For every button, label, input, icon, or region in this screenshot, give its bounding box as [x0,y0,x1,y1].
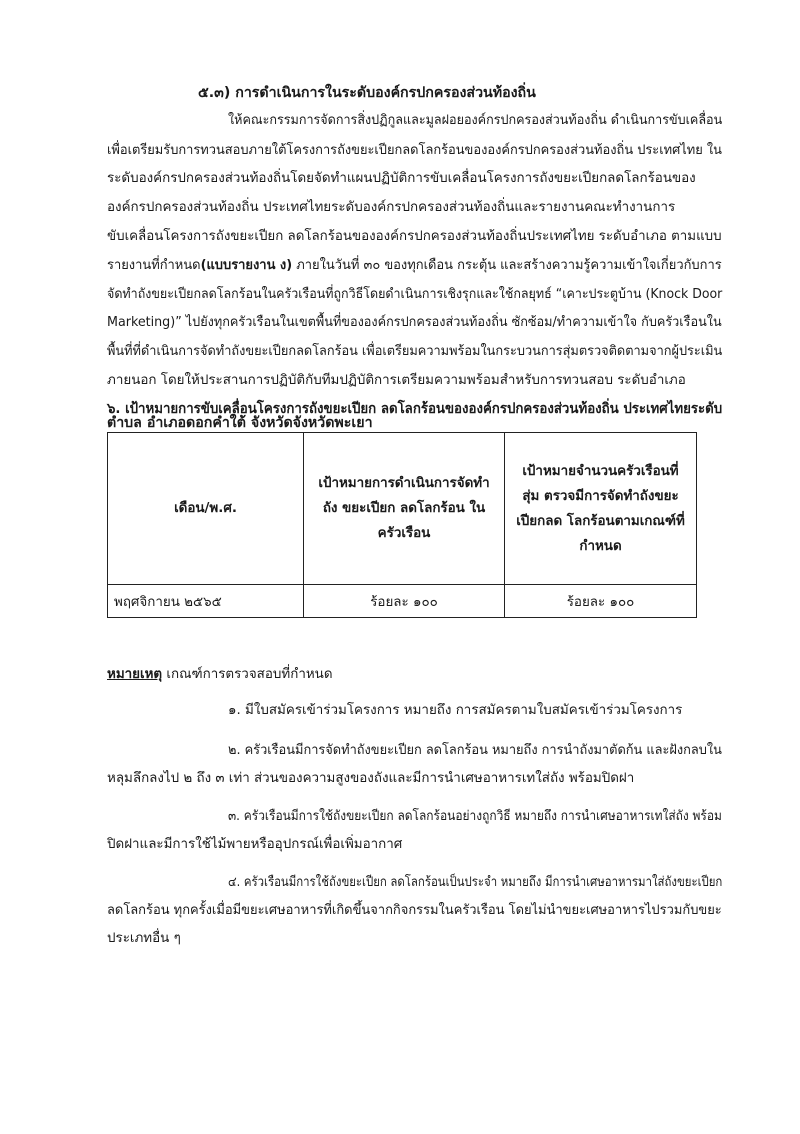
note-item-line: ๔. ครัวเรือนมีการใช้ถังขยะเปียก ลดโลกร้อนเป็นประจำ หมายถึง มีการนำเศษอาหารมาใส่ถังขยะเปียก [228,875,723,890]
paragraph-line: ให้คณะกรรมการจัดการสิ่งปฏิกูลและมูลฝอยองค์กรปกครองส่วนท้องถิ่น ดำเนินการขับเคลื่อน [228,113,723,128]
note-heading [107,662,333,688]
note-intro: เกณฑ์การตรวจสอบที่กำหนด [162,667,333,682]
paragraph-line [107,253,722,279]
header-month: เดือน/พ.ศ. [108,433,304,585]
section-6-heading-line1: ๖. เป้าหมายการขับเคลื่อนโครงการถังขยะเปียก ลดโลกร้อนขององค์กรปกครองส่วนท้องถิ่น ประเทศไทยระดับ [107,401,723,417]
note-item-line: ๑. มีใบสมัครเข้าร่วมโครงการ หมายถึง การสมัครตามใบสมัครเข้าร่วมโครงการ [228,703,683,718]
paragraph-line: ขับเคลื่อนโครงการถังขยะเปียก ลดโลกร้อนขององค์กรปกครองส่วนท้องถิ่นประเทศไทย ระดับอำเภอ ตามแบบ [107,229,722,244]
header-target-bins: เป้าหมายการดำเนินการจัดทำถัง ขยะเปียก ลดโลกร้อน ใน ครัวเรือน [304,433,505,585]
cell-month: พฤศจิกายน ๒๕๖๕ [108,585,304,618]
targets-table [107,432,697,618]
table-header-row [108,433,697,585]
note-item-line: ๒. ครัวเรือนมีการจัดทำถังขยะเปียก ลดโลกร้อน หมายถึง การนำถังมาตัดก้น และฝังกลบใน [228,743,722,758]
paragraph-line: องค์กรปกครองส่วนท้องถิ่น ประเทศไทยระดับองค์กรปกครองส่วนท้องถิ่นและรายงานคณะทำงานการ [107,200,676,215]
paragraph-line: จัดทำถังขยะเปียกลดโลกร้อนในครัวเรือนที่ถูกวิธีโดยดำเนินการเชิงรุกและใช้กลยุทธ์ “เคาะประตูบ้าน (Knock Door [107,287,723,302]
paragraph-text: รายงานที่กำหนด [107,258,201,273]
section-6-heading-text: ตำบล อำเภอดอกคำใต้ จังหวัดจังหวัดพะเยา [107,415,373,431]
note-item-line: หลุมลึกลงไป ๒ ถึง ๓ เท่า ส่วนของความสูงของถังและมีการนำเศษอาหารเทใส่ถัง พร้อมปิดฝา [107,771,635,786]
paragraph-line: ระดับองค์กรปกครองส่วนท้องถิ่นโดยจัดทำแผนปฏิบัติการขับเคลื่อนโครงการถังขยะเปียกลดโลกร้อนของ [107,171,696,186]
section-5-3-heading: ๕.๓) การดำเนินการในระดับองค์กรปกครองส่วนท้องถิ่น [198,85,536,101]
paragraph-line: พื้นที่ที่ดำเนินการจัดทำถังขยะเปียกลดโลกร้อน เพื่อเตรียมความพร้อมในกระบวนการสุ่มตรวจติดตามจากผู้ประเมิน [107,344,723,359]
paragraph-line: เพื่อเตรียมรับการทวนสอบภายใต้โครงการถังขยะเปียกลดโลกร้อนขององค์กรปกครองส่วนท้องถิ่น ประเทศไทย ใน [107,143,722,158]
table-row [108,585,697,618]
header-target-households: เป้าหมายจำนวนครัวเรือนที่สุ่ม ตรวจมีการจัดทำถังขยะเปียกลด โลกร้อนตามเกณฑ์ที่กำหนด [505,433,697,585]
cell-target-households: ร้อยละ ๑๐๐ [505,585,697,618]
report-form-label: (แบบรายงาน ง) [200,258,293,273]
note-item-line: ลดโลกร้อน ทุกครั้งเมื่อมีขยะเศษอาหารที่เกิดขึ้นจากกิจกรรมในครัวเรือน โดยไม่นำขยะเศษอาหารไปรวมกับขยะ [107,903,722,918]
note-item-line: ประเภทอื่น ๆ [107,931,181,946]
paragraph-line: Marketing)” ไปยังทุกครัวเรือนในเขตพื้นที่ขององค์กรปกครองส่วนท้องถิ่น ซักซ้อม/ทำความเข้าใจ กับครัวเรือนใน [107,315,722,330]
paragraph-line: ภายนอก โดยให้ประสานการปฏิบัติกับทีมปฏิบัติการเตรียมความพร้อมสำหรับการทวนสอบ ระดับอำเภอ [107,373,686,388]
cell-target-bins: ร้อยละ ๑๐๐ [304,585,505,618]
note-label: หมายเหตุ [107,667,163,682]
note-item-line: ๓. ครัวเรือนมีการใช้ถังขยะเปียก ลดโลกร้อนอย่างถูกวิธี หมายถึง การนำเศษอาหารเทใส่ถัง พร้อม [228,809,722,824]
note-item-line: ปิดฝาและมีการใช้ไม้พายหรืออุปกรณ์เพื่อเพิ่มอากาศ [107,837,403,852]
paragraph-text: ภายในวันที่ ๓๐ ของทุกเดือน กระตุ้น และสร้างความรู้ความเข้าใจเกี่ยวกับการ [292,258,722,273]
